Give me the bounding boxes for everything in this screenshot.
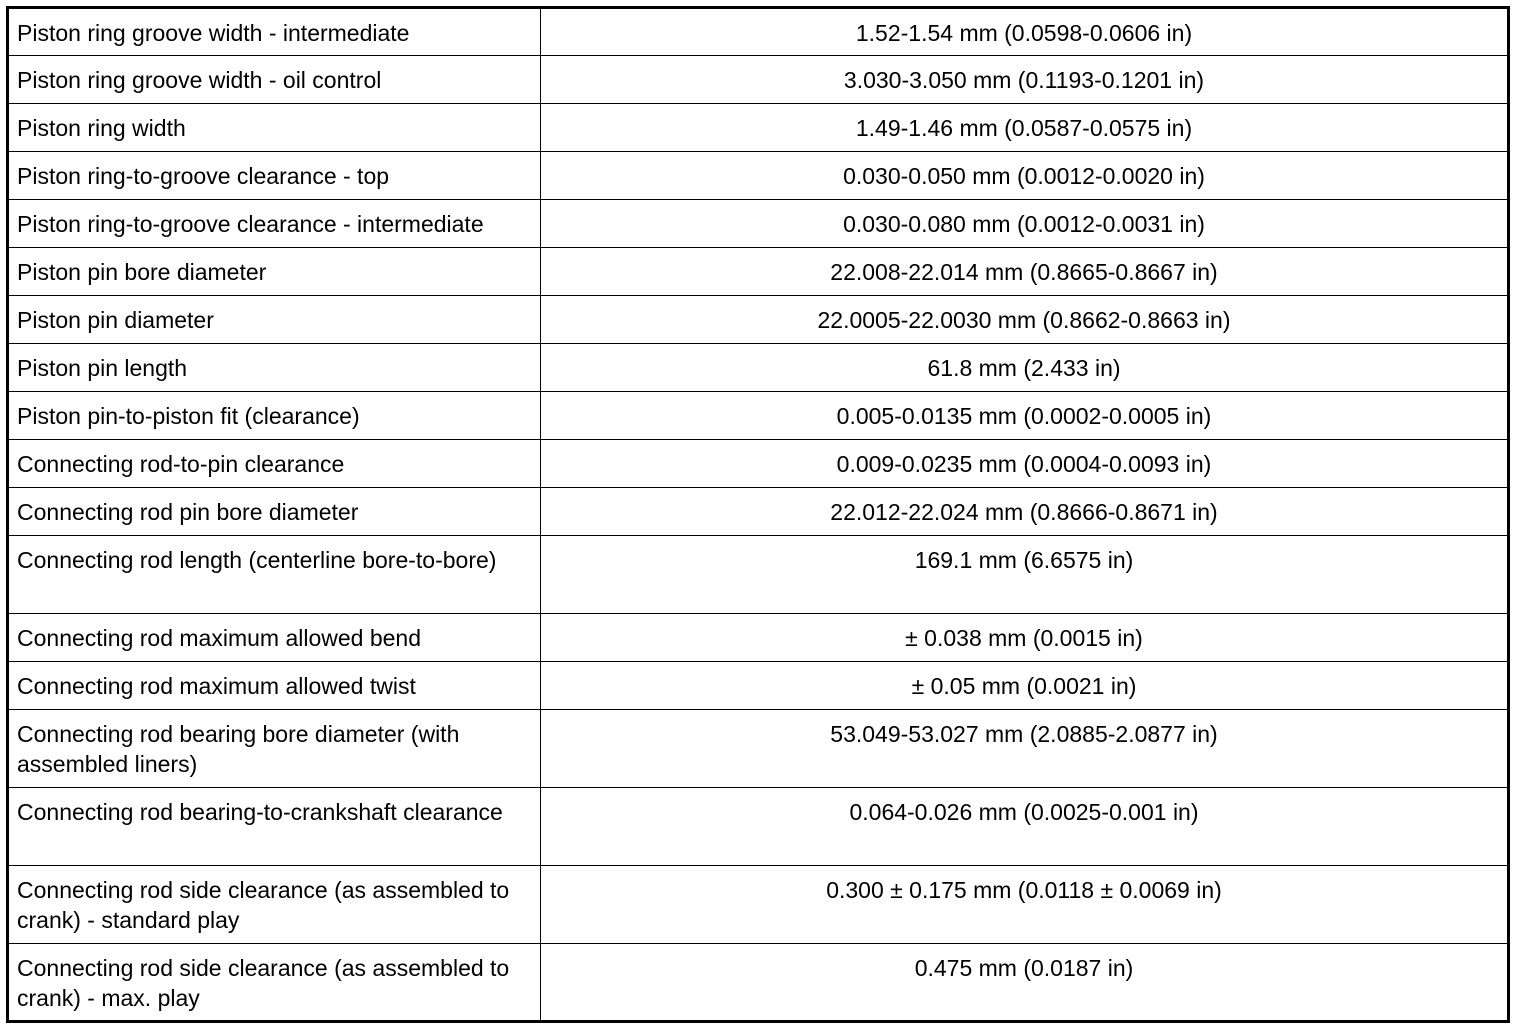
spec-value: 0.009-0.0235 mm (0.0004-0.0093 in): [541, 440, 1509, 488]
spec-name: Piston ring-to-groove clearance - top: [8, 152, 541, 200]
spec-value: 22.0005-22.0030 mm (0.8662-0.8663 in): [541, 296, 1509, 344]
spec-value: 0.030-0.050 mm (0.0012-0.0020 in): [541, 152, 1509, 200]
spec-name: Connecting rod pin bore diameter: [8, 488, 541, 536]
spec-name: Connecting rod length (centerline bore-to-bore): [8, 536, 541, 614]
spec-name: Connecting rod maximum allowed bend: [8, 614, 541, 662]
table-row: [8, 710, 1509, 788]
spec-name: Piston ring groove width - intermediate: [8, 8, 541, 56]
table-row: [8, 440, 1509, 488]
spec-name: Piston pin bore diameter: [8, 248, 541, 296]
spec-name: Piston pin-to-piston fit (clearance): [8, 392, 541, 440]
spec-value: 0.300 ± 0.175 mm (0.0118 ± 0.0069 in): [541, 866, 1509, 944]
spec-value: 61.8 mm (2.433 in): [541, 344, 1509, 392]
table-row: [8, 392, 1509, 440]
spec-name: Connecting rod bearing bore diameter (with assembled liners): [8, 710, 541, 788]
spec-value: 0.064-0.026 mm (0.0025-0.001 in): [541, 788, 1509, 866]
table-row: [8, 944, 1509, 1022]
spec-value: 1.49-1.46 mm (0.0587-0.0575 in): [541, 104, 1509, 152]
spec-name: Piston ring groove width - oil control: [8, 56, 541, 104]
spec-value: 169.1 mm (6.6575 in): [541, 536, 1509, 614]
spec-value: 1.52-1.54 mm (0.0598-0.0606 in): [541, 8, 1509, 56]
table-row: [8, 104, 1509, 152]
table-row: [8, 248, 1509, 296]
table-row: [8, 536, 1509, 614]
table-row: [8, 296, 1509, 344]
spec-name: Connecting rod bearing-to-crankshaft clearance: [8, 788, 541, 866]
spec-name: Connecting rod side clearance (as assembled to crank) - max. play: [8, 944, 541, 1022]
table-row: [8, 152, 1509, 200]
specifications-table: [6, 6, 1510, 1023]
spec-value: ± 0.038 mm (0.0015 in): [541, 614, 1509, 662]
table-row: [8, 488, 1509, 536]
spec-name: Connecting rod maximum allowed twist: [8, 662, 541, 710]
table-row: [8, 788, 1509, 866]
spec-name: Piston ring width: [8, 104, 541, 152]
spec-value: 0.030-0.080 mm (0.0012-0.0031 in): [541, 200, 1509, 248]
spec-name: Piston pin length: [8, 344, 541, 392]
spec-name: Piston ring-to-groove clearance - intermediate: [8, 200, 541, 248]
spec-value: ± 0.05 mm (0.0021 in): [541, 662, 1509, 710]
table-row: [8, 662, 1509, 710]
spec-name: Connecting rod side clearance (as assembled to crank) - standard play: [8, 866, 541, 944]
spec-value: 22.012-22.024 mm (0.8666-0.8671 in): [541, 488, 1509, 536]
spec-name: Piston pin diameter: [8, 296, 541, 344]
spec-value: 22.008-22.014 mm (0.8665-0.8667 in): [541, 248, 1509, 296]
table-row: [8, 614, 1509, 662]
table-row: [8, 8, 1509, 56]
spec-value: 0.475 mm (0.0187 in): [541, 944, 1509, 1022]
spec-value: 3.030-3.050 mm (0.1193-0.1201 in): [541, 56, 1509, 104]
spec-value: 53.049-53.027 mm (2.0885-2.0877 in): [541, 710, 1509, 788]
spec-value: 0.005-0.0135 mm (0.0002-0.0005 in): [541, 392, 1509, 440]
table-row: [8, 200, 1509, 248]
table-row: [8, 344, 1509, 392]
table-row: [8, 866, 1509, 944]
spec-name: Connecting rod-to-pin clearance: [8, 440, 541, 488]
table-row: [8, 56, 1509, 104]
